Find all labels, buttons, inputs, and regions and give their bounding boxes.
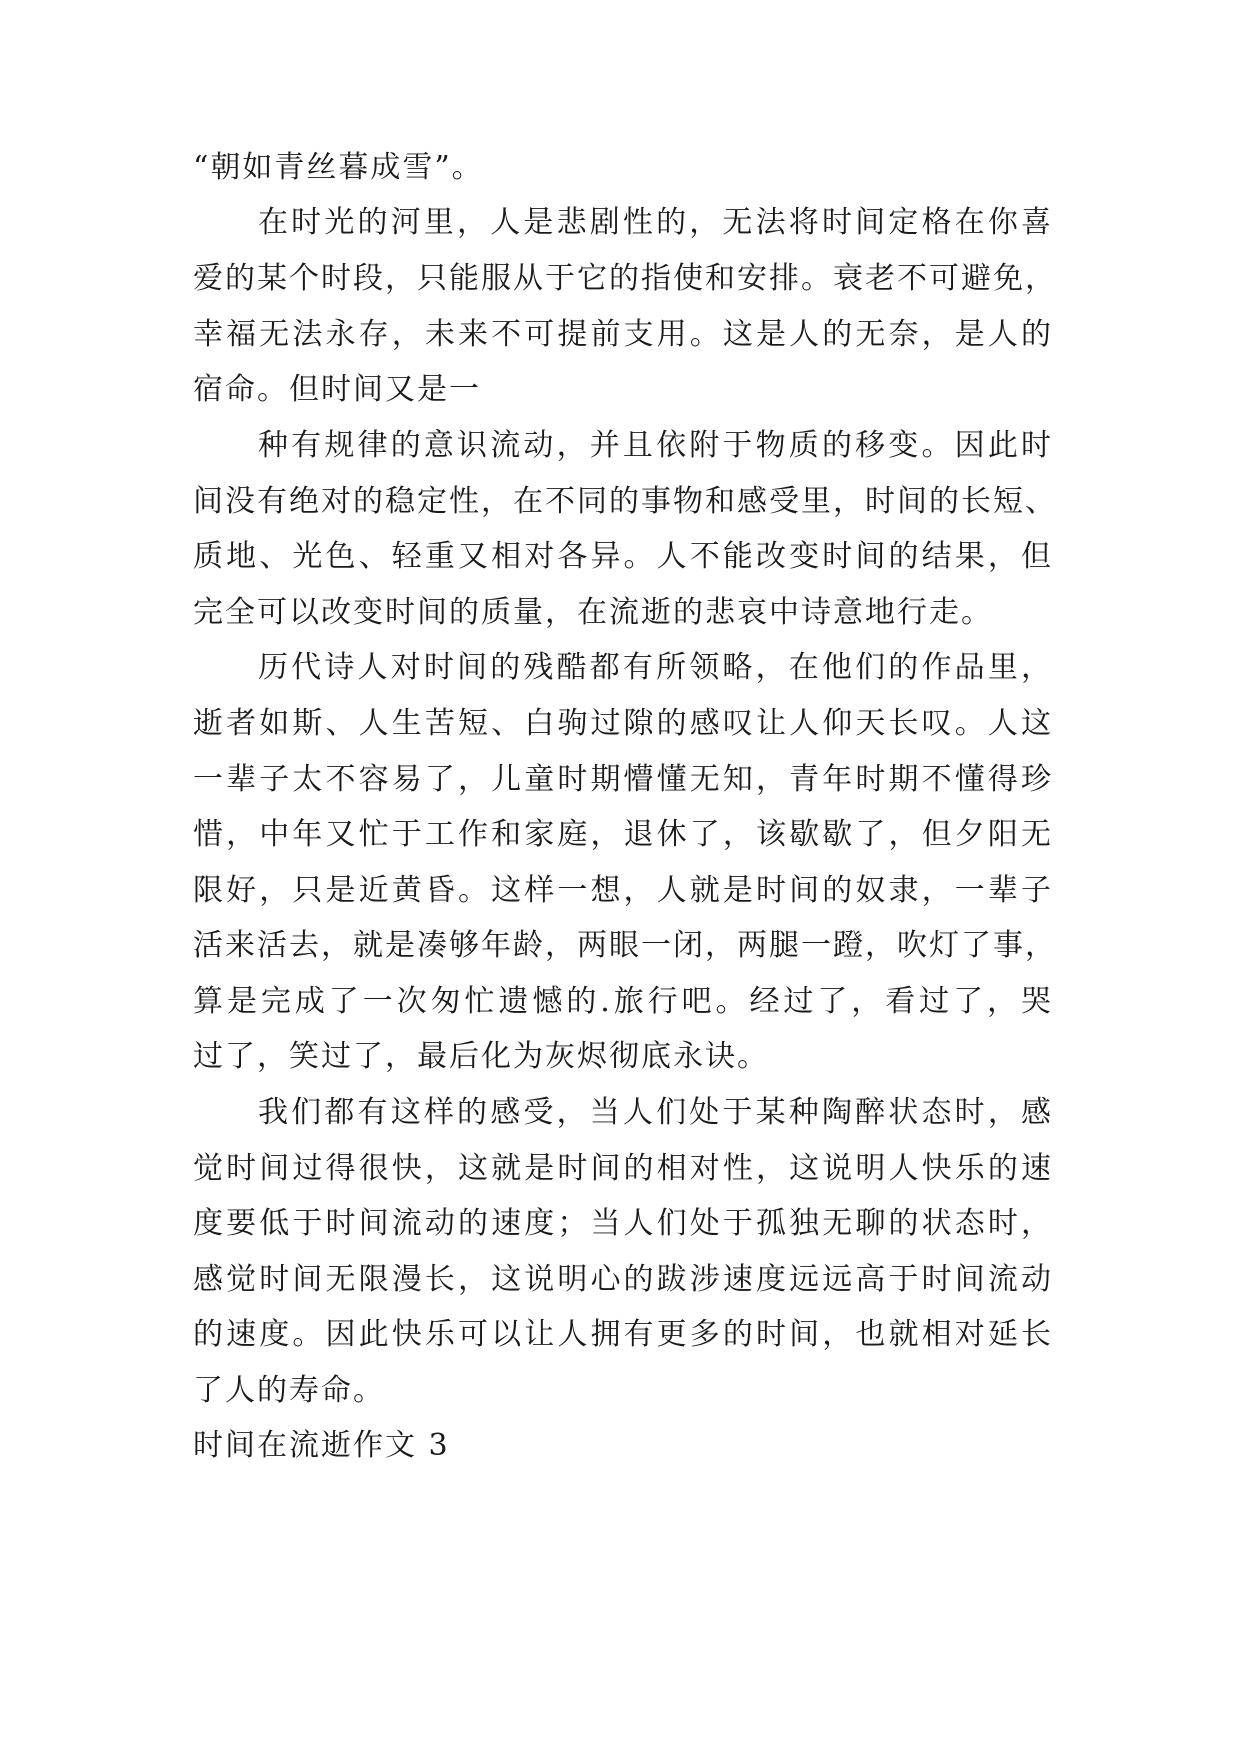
- paragraph-line: 间没有绝对的稳定性，在不同的事物和感受里，时间的长短、: [193, 484, 1057, 519]
- paragraph-line: 爱的某个时段，只能服从于它的指使和安排。衰老不可避免，: [193, 261, 1057, 296]
- paragraph-line: 质地、光色、轻重又相对各异。人不能改变时间的结果，但: [193, 539, 1053, 574]
- paragraph-line: 限好，只是近黄昏。这样一想，人就是时间的奴隶，一辈子: [193, 873, 1053, 908]
- paragraph-line: 我们都有这样的感受，当人们处于某种陶醉状态时，感: [258, 1095, 1053, 1130]
- paragraph-line: 算是完成了一次匆忙遗憾的.旅行吧。经过了，看过了，哭: [193, 984, 1053, 1019]
- paragraph-line: 惜，中年又忙于工作和家庭，退休了，该歇歇了，但夕阳无: [193, 817, 1053, 852]
- paragraph-line: 幸福无法永存，未来不可提前支用。这是人的无奈，是人的: [193, 317, 1053, 352]
- paragraph-line: 种有规律的意识流动，并且依附于物质的移变。因此时: [258, 428, 1053, 463]
- paragraph-line: 了人的寿命。: [193, 1373, 385, 1408]
- paragraph-line: 的速度。因此快乐可以让人拥有更多的时间，也就相对延长: [193, 1317, 1053, 1352]
- paragraph-line: 宿命。但时间又是一: [193, 372, 481, 407]
- paragraph-line: 在时光的河里，人是悲剧性的，无法将时间定格在你喜: [258, 205, 1053, 240]
- text-line: “朝如青丝暮成雪”。: [193, 150, 484, 185]
- paragraph-line: 逝者如斯、人生苦短、白驹过隙的感叹让人仰天长叹。人这: [193, 706, 1053, 741]
- paragraph-line: 度要低于时间流动的速度；当人们处于孤独无聊的状态时，: [193, 1206, 1053, 1241]
- paragraph-line: 完全可以改变时间的质量，在流逝的悲哀中诗意地行走。: [193, 595, 993, 630]
- paragraph-line: 历代诗人对时间的残酷都有所领略，在他们的作品里，: [258, 650, 1053, 685]
- paragraph-line: 感觉时间无限漫长，这说明心的跋涉速度远远高于时间流动: [193, 1262, 1053, 1297]
- paragraph-line: 活来活去，就是凑够年龄，两眼一闭，两腿一蹬，吹灯了事，: [193, 928, 1057, 963]
- paragraph-line: 过了，笑过了，最后化为灰烬彻底永诀。: [193, 1039, 769, 1074]
- paragraph-line: 觉时间过得很快，这就是时间的相对性，这说明人快乐的速: [193, 1151, 1053, 1186]
- section-heading: 时间在流逝作文 3: [193, 1428, 450, 1463]
- paragraph-line: 一辈子太不容易了，儿童时期懵懂无知，青年时期不懂得珍: [193, 762, 1053, 797]
